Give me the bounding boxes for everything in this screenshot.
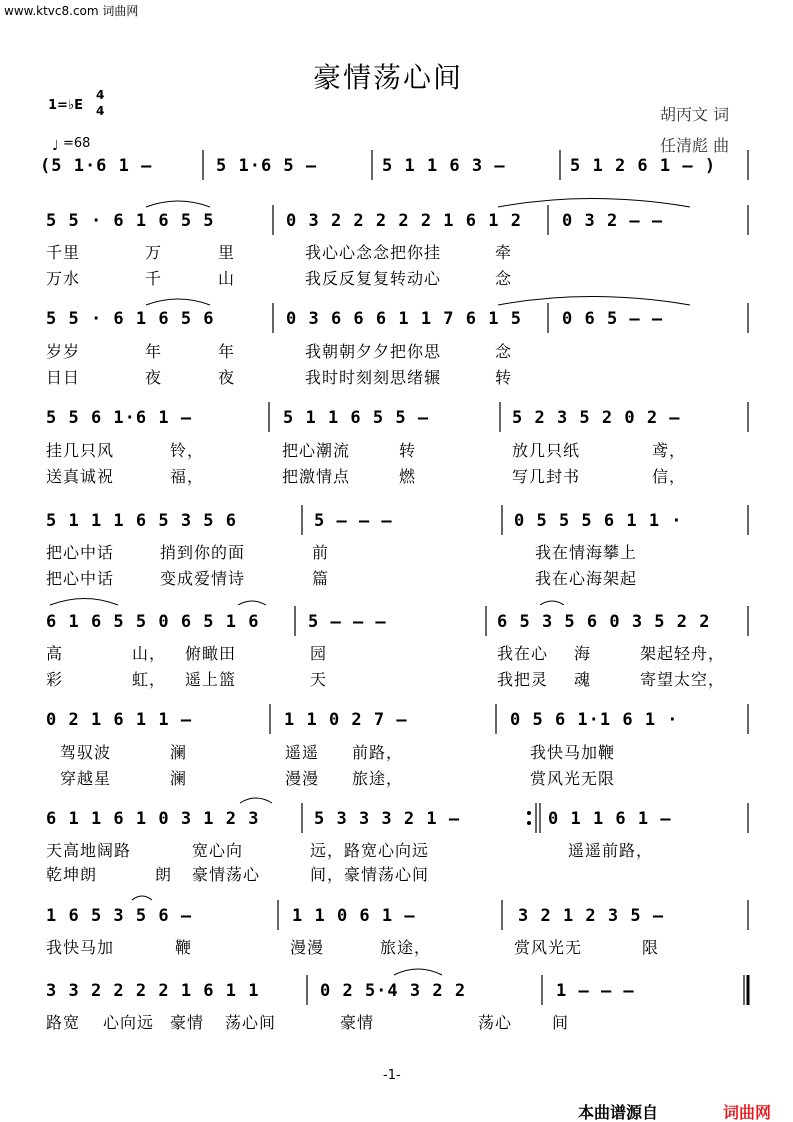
song-title: 豪情荡心间 — [313, 61, 464, 94]
lyric-line-1: 豪情 — [340, 1013, 375, 1032]
lyric-line-1: 鸢， — [652, 441, 687, 460]
measure-notes: 3 3 2 2 2 2 1 6 1 1 — [46, 981, 260, 1001]
lyric-line-1: 念 — [495, 342, 513, 361]
measure-notes: 5 1 2 6 1 – ) — [570, 156, 717, 176]
lyric-line-2: 我把灵 — [497, 670, 549, 689]
lyric-line-2: 遥上篮 — [185, 670, 237, 689]
lyric-line-1: 前路， — [352, 743, 404, 762]
lyric-line-1: 转 — [399, 441, 417, 460]
lyric-line-1: 间 — [552, 1013, 570, 1032]
lyric-line-1: 千里 — [46, 243, 81, 262]
lyric-line-2: 千 — [145, 269, 163, 288]
lyric-line-1: 俯瞰田 — [185, 644, 237, 663]
source-label: 本曲谱源自 — [578, 1103, 659, 1122]
measure-notes: 6 1 1 6 1 0 3 1 2 3 — [46, 809, 260, 829]
lyric-line-2: 赏风光无限 — [530, 769, 616, 788]
measure-notes: 0 5 5 5 6 1 1 · — [514, 511, 683, 531]
lyric-line-2: 旅途， — [352, 769, 404, 788]
composer-credit: 任清彪 曲 — [660, 136, 730, 155]
lyric-line-1: 遥遥 — [285, 743, 320, 762]
lyric-line-1: 放几只纸 — [512, 441, 581, 460]
lyric-line-1: 园 — [310, 644, 328, 663]
measure-notes: 0 6 5 – – — [562, 309, 664, 329]
lyric-line-2: 澜 — [170, 769, 188, 788]
lyric-line-1: 漫漫 — [290, 938, 325, 957]
lyric-line-1: 荡心间 — [225, 1013, 277, 1032]
lyric-line-2: 转 — [495, 368, 513, 387]
lyric-line-1: 我在情海攀上 — [535, 543, 638, 562]
lyric-line-2: 篇 — [312, 569, 330, 588]
lyric-line-2: 夜 — [218, 368, 236, 387]
page-number: -1- — [383, 1068, 401, 1083]
lyric-line-1: 远，路宽心向远 — [310, 841, 430, 860]
lyric-line-1: 澜 — [170, 743, 188, 762]
measure-notes: 0 2 5·4 3 2 2 — [320, 981, 467, 1001]
measure-notes: 0 3 2 2 2 2 2 1 6 1 2 — [286, 211, 522, 231]
lyric-line-1: 赏风光无 — [514, 938, 583, 957]
measure-notes: 3 2 1 2 3 5 – — [518, 906, 665, 926]
lyric-line-2: 信， — [652, 467, 687, 486]
lyric-line-2: 我反反复复转动心 — [305, 269, 442, 288]
lyric-line-2: 乾坤朗 — [46, 865, 98, 884]
lyric-line-2: 把激情点 — [282, 467, 351, 486]
lyric-line-2: 把心中话 — [46, 569, 115, 588]
lyric-line-1: 我在心 — [497, 644, 549, 663]
measure-notes: 5 5 · 6 1 6 5 5 — [46, 211, 215, 231]
lyric-line-1: 我朝朝夕夕把你思 — [305, 342, 442, 361]
measure-notes: 5 3 3 3 2 1 – — [314, 809, 461, 829]
lyric-line-2: 漫漫 — [285, 769, 320, 788]
lyric-line-1: 荡心 — [478, 1013, 513, 1032]
bar-lines — [203, 150, 748, 1005]
lyric-line-1: 岁岁 — [46, 342, 81, 361]
lyric-line-1: 年 — [145, 342, 163, 361]
lyricist-credit: 胡丙文 词 — [660, 105, 730, 124]
measure-notes: 5 5 6 1·6 1 – — [46, 408, 193, 428]
lyric-line-1: 牵 — [495, 243, 513, 262]
lyric-line-2: 天 — [310, 670, 328, 689]
lyric-line-2: 彩 — [46, 670, 64, 689]
lyric-line-1: 海 — [574, 644, 592, 663]
lyric-line-2: 燃 — [399, 467, 417, 486]
measure-notes: 6 1 6 5 5 0 6 5 1 6 — [46, 612, 260, 632]
lyric-line-1: 把心中话 — [46, 543, 115, 562]
lyric-line-2: 变成爱情诗 — [160, 569, 246, 588]
lyric-line-2: 魂 — [574, 670, 592, 689]
lyric-line-1: 豪情 — [170, 1013, 205, 1032]
measure-notes: 1 1 0 2 7 – — [284, 710, 408, 730]
lyric-line-1: 山， — [132, 644, 167, 663]
lyric-line-1: 把心潮流 — [282, 441, 351, 460]
lyric-line-1: 铃， — [170, 441, 205, 460]
lyric-line-2: 夜 — [145, 368, 163, 387]
time-signature-bottom: 4 — [96, 104, 105, 118]
lyric-line-1: 遥遥前路， — [568, 841, 654, 860]
tempo-marking: =68 — [63, 136, 91, 151]
measure-notes: 5 – – – — [308, 612, 387, 632]
lyric-line-1: 挂几只风 — [46, 441, 115, 460]
measure-notes: 0 3 6 6 6 1 1 7 6 1 5 — [286, 309, 522, 329]
measure-notes: 5 1·6 5 – — [216, 156, 318, 176]
lyric-line-1: 我心心念念把你挂 — [305, 243, 442, 262]
lyric-line-1: 架起轻舟， — [640, 644, 726, 663]
lyric-line-2: 豪情荡心 — [192, 865, 261, 884]
quarter-note-icon: ♩ — [52, 138, 59, 154]
repeat-dots — [527, 811, 531, 825]
lyric-line-2: 朗 — [155, 865, 173, 884]
time-signature-top: 4 — [96, 88, 105, 102]
lyric-line-1: 我快马加 — [46, 938, 115, 957]
lyric-line-1: 鞭 — [175, 938, 193, 957]
measure-notes: 1 1 0 6 1 – — [292, 906, 416, 926]
lyric-line-2: 念 — [495, 269, 513, 288]
measure-notes: 0 5 6 1·1 6 1 · — [510, 710, 679, 730]
lyric-line-1: 路宽 — [46, 1013, 81, 1032]
site-watermark: www.ktvc8.com 词曲网 — [4, 4, 139, 18]
measure-notes: 5 1 1 6 3 – — [382, 156, 506, 176]
lyric-line-1: 驾驭波 — [60, 743, 112, 762]
lyric-line-2: 万水 — [46, 269, 81, 288]
measure-notes: 0 2 1 6 1 1 – — [46, 710, 193, 730]
lyric-line-2: 福， — [170, 467, 205, 486]
lyric-line-2: 我在心海架起 — [535, 569, 638, 588]
measure-notes: 1 6 5 3 5 6 – — [46, 906, 193, 926]
measure-notes: 0 3 2 – – — [562, 211, 664, 231]
lyric-line-2: 送真诚祝 — [46, 467, 115, 486]
measure-notes: 1 – – – — [556, 981, 635, 1001]
lyric-line-2: 山 — [218, 269, 236, 288]
lyric-line-1: 捎到你的面 — [160, 543, 246, 562]
lyric-line-1: 年 — [218, 342, 236, 361]
measure-notes: 5 5 · 6 1 6 5 6 — [46, 309, 215, 329]
source-brand-logo: 词曲网 — [723, 1103, 772, 1122]
lyric-line-2: 虹， — [132, 670, 167, 689]
lyric-line-1: 前 — [312, 543, 330, 562]
lyric-line-1: 限 — [642, 938, 660, 957]
measure-notes: 5 2 3 5 2 0 2 – — [512, 408, 681, 428]
lyric-line-1: 天高地阔路 — [46, 841, 132, 860]
measure-notes: 5 – – – — [314, 511, 393, 531]
lyric-line-1: 宽心向 — [192, 841, 244, 860]
measure-notes: 0 1 1 6 1 – — [548, 809, 672, 829]
lyric-line-2: 间，豪情荡心间 — [310, 865, 430, 884]
lyric-line-1: 万 — [145, 243, 163, 262]
measure-notes: 5 1 1 1 6 5 3 5 6 — [46, 511, 237, 531]
lyric-line-2: 写几封书 — [512, 467, 581, 486]
measure-notes: 6 5 3 5 6 0 3 5 2 2 — [497, 612, 711, 632]
lyric-line-2: 日日 — [46, 368, 81, 387]
lyric-line-1: 旅途， — [380, 938, 432, 957]
lyric-line-1: 心向远 — [103, 1013, 155, 1032]
lyric-line-1: 我快马加鞭 — [530, 743, 616, 762]
lyric-line-1: 高 — [46, 644, 64, 663]
measure-notes: (5 1·6 1 – — [40, 156, 153, 176]
lyric-line-2: 寄望太空， — [640, 670, 726, 689]
measure-notes: 5 1 1 6 5 5 – — [283, 408, 430, 428]
slurs-and-ties — [50, 199, 690, 976]
lyric-line-2: 穿越星 — [60, 769, 112, 788]
key-signature: 1=♭E — [48, 98, 83, 113]
lyric-line-1: 里 — [218, 243, 236, 262]
lyric-line-2: 我时时刻刻思绪辗 — [305, 368, 442, 387]
